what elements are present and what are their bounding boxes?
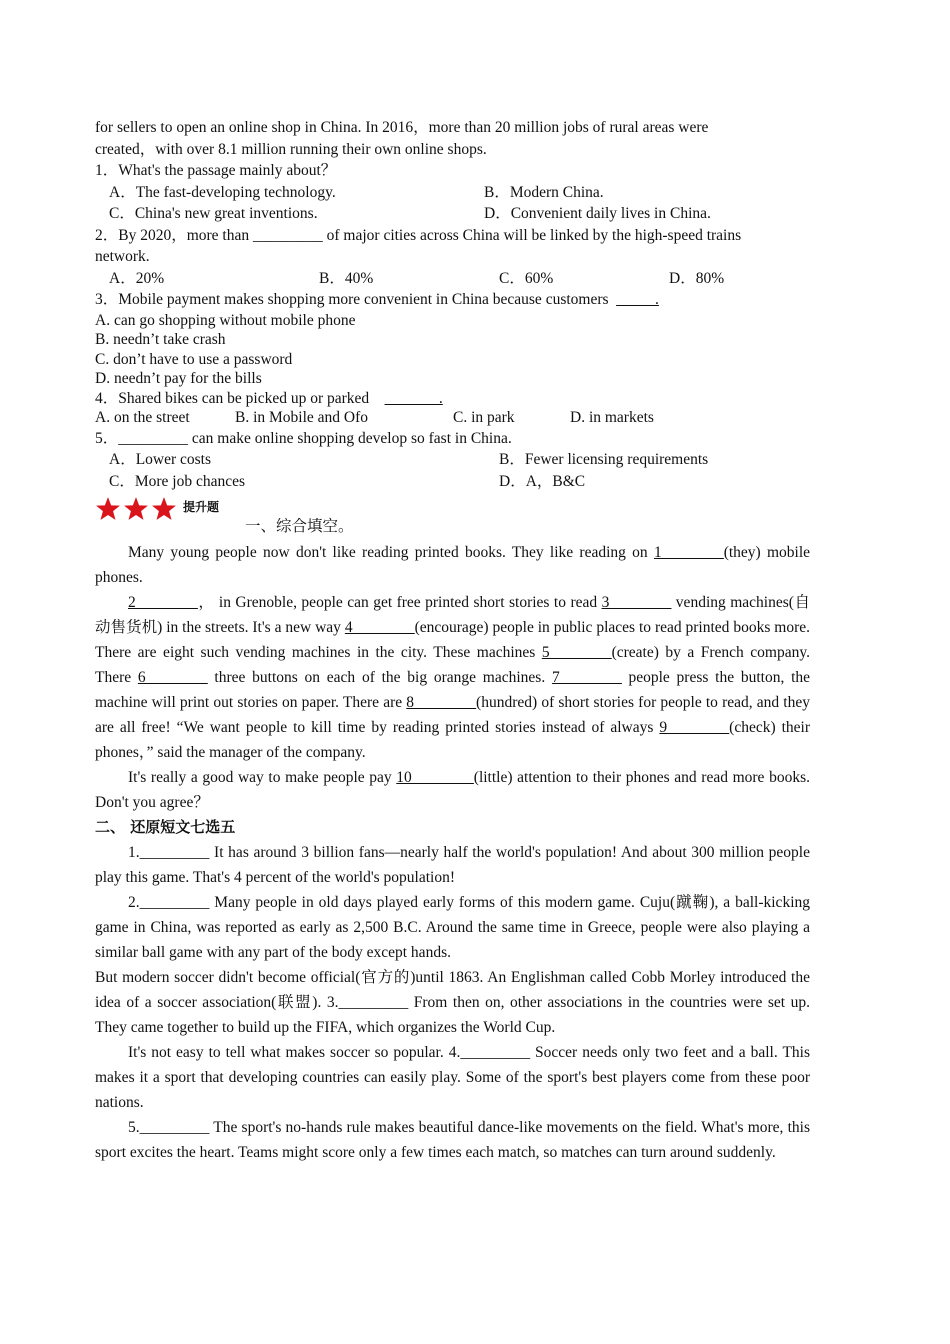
blank-5: 5________ [541,644,612,661]
text: It's really a good way to make people pay [128,769,397,786]
seven-paragraph-5: 5._________ The sport's no-hands rule makes beautiful dance-like movements on the field. What's more, this sport excites the heart. Teams might score only a few times each match, so matches can turn around suddenly. [95,1119,810,1161]
cloze-paragraph-2 [95,590,810,765]
question-5-stem: 5．_________ can make online shopping develop so fast in China. [95,429,512,447]
star-icon [151,496,177,522]
text: three buttons on each of the big orange machines. [207,669,552,686]
blank-10: 10________ [396,769,474,786]
question-1-options-row2 [95,203,810,225]
cloze-paragraph-1 [95,540,810,590]
blank-8: 8________ [406,694,477,711]
text: (create) by a French company. There [95,644,810,686]
star-icon [95,496,121,522]
question-1-stem: 1．What's the passage mainly about？ [95,162,337,179]
option-a: A．Lower costs [109,451,212,468]
option-c: C．More job chances [109,472,246,490]
blank-9: 9________ [659,719,730,736]
blank-3: 3________ [601,594,672,611]
question-3-blank: _____. [616,291,659,308]
question-3-text: 3．Mobile payment makes shopping more convenient in China because customers [95,291,609,308]
text: vending machines(自动售货机) in the streets. It's a new way [95,594,811,636]
seven-paragraph-1: 1._________ It has around 3 billion fans—nearly half the world's population! And about 300 million people play this game. That's 4 percent of the world's population! [95,844,810,886]
blank-6: 6________ [137,669,208,686]
text: Many young people now don't like reading printed books. They like reading on [128,544,654,561]
question-2-stem-1: 2．By 2020，more than _________ of major cities across China will be linked by the high-speed trains [95,226,742,244]
text: (encourage) people in public places to read printed books more. There are eight such vending machines in the city. These machines [95,619,810,661]
option-c: C．60% [499,269,554,287]
blank-2: 2________ [128,594,198,611]
blank-7: 7________ [551,669,622,686]
text: (hundred) of short stories for people to read, and they are all free! “We want people to kill time by reading printed stories instead of always [95,694,810,736]
question-4-text: 4．Shared bikes can be picked up or parked [95,389,370,407]
question-2-stem-2: network. [95,248,150,265]
option-d: D. needn’t pay for the bills [95,370,262,387]
option-b: B．Modern China. [484,183,604,201]
option-a: A. can go shopping without mobile phone [95,311,356,329]
star-icon [123,496,149,522]
option-b: B. needn’t take crash [95,331,226,348]
option-c: C. in park [453,409,515,426]
option-c: C．China's new great inventions. [109,205,318,222]
option-b: B．40% [319,269,374,287]
blank-4: 4________ [344,619,415,636]
text: people press the button, the machine will print out stories on paper. There are [95,669,811,711]
option-a: A．20% [109,269,165,287]
intro-line-1: for sellers to open an online shop in China. In 2016，more than 20 million jobs of rural areas were [95,119,709,136]
option-c: C. don’t have to use a password [95,350,293,368]
cloze-heading: 一、综合填空。 [245,517,354,535]
question-1-options-row1 [95,182,810,204]
seven-paragraph-4: It's not easy to tell what makes soccer so popular. 4._________ Soccer needs only two feet and a ball. This makes it a sport that developing countries can easily play. Some of the sport's best players come from these poor nations. [95,1044,810,1111]
seven-choice-heading: 二、 还原短文七选五 [95,818,236,836]
seven-paragraph-2: 2._________ Many people in old days played early forms of this modern game. Cuju(蹴鞠), a ball-kicking game in China, was reported as early as 2,500 B.C. Around the same time in Greece, people were also playing a similar ball game with any part of the body except hands. [95,894,810,961]
option-b: B．Fewer licensing requirements [499,451,709,468]
text: (they) mobile phones. [95,544,811,586]
option-d: D．Convenient daily lives in China. [484,205,711,222]
text: ， in Grenoble, people can get free printed short stories to read [197,594,602,611]
question-2-options [95,268,810,290]
question-4-stem [95,389,810,409]
text: (check) their phones，” said the manager of the company. [95,719,811,761]
option-d: D．80% [669,269,725,287]
question-5-options-row2 [95,471,810,493]
question-5-options-row1 [95,449,810,471]
question-4-blank: _______. [384,389,443,407]
intro-line-2: created，with over 8.1 million running their own online shops. [95,140,487,158]
question-3-stem [95,289,810,311]
seven-paragraph-3: But modern soccer didn't become official(官方的)until 1863. An Englishman called Cobb Morley introduced the idea of a soccer association(联盟). 3._________ From then on, other associations in the countries were set up. They came together to build up the FIFA, which organizes the World Cup. [95,969,810,1036]
cloze-paragraph-3 [95,765,810,815]
option-a: A．The fast-developing technology. [109,183,336,201]
document-page [95,117,810,1165]
section-label: 提升题 [183,499,220,514]
blank-1: 1________ [653,544,724,561]
option-d: D．A，B&C [499,472,586,490]
question-4-options [95,408,810,428]
text: (little) attention to their phones and read more books. Don't you agree？ [95,769,810,811]
option-d: D. in markets [570,409,654,426]
option-a: A. on the street [95,409,190,426]
option-b: B. in Mobile and Ofo [235,409,369,426]
